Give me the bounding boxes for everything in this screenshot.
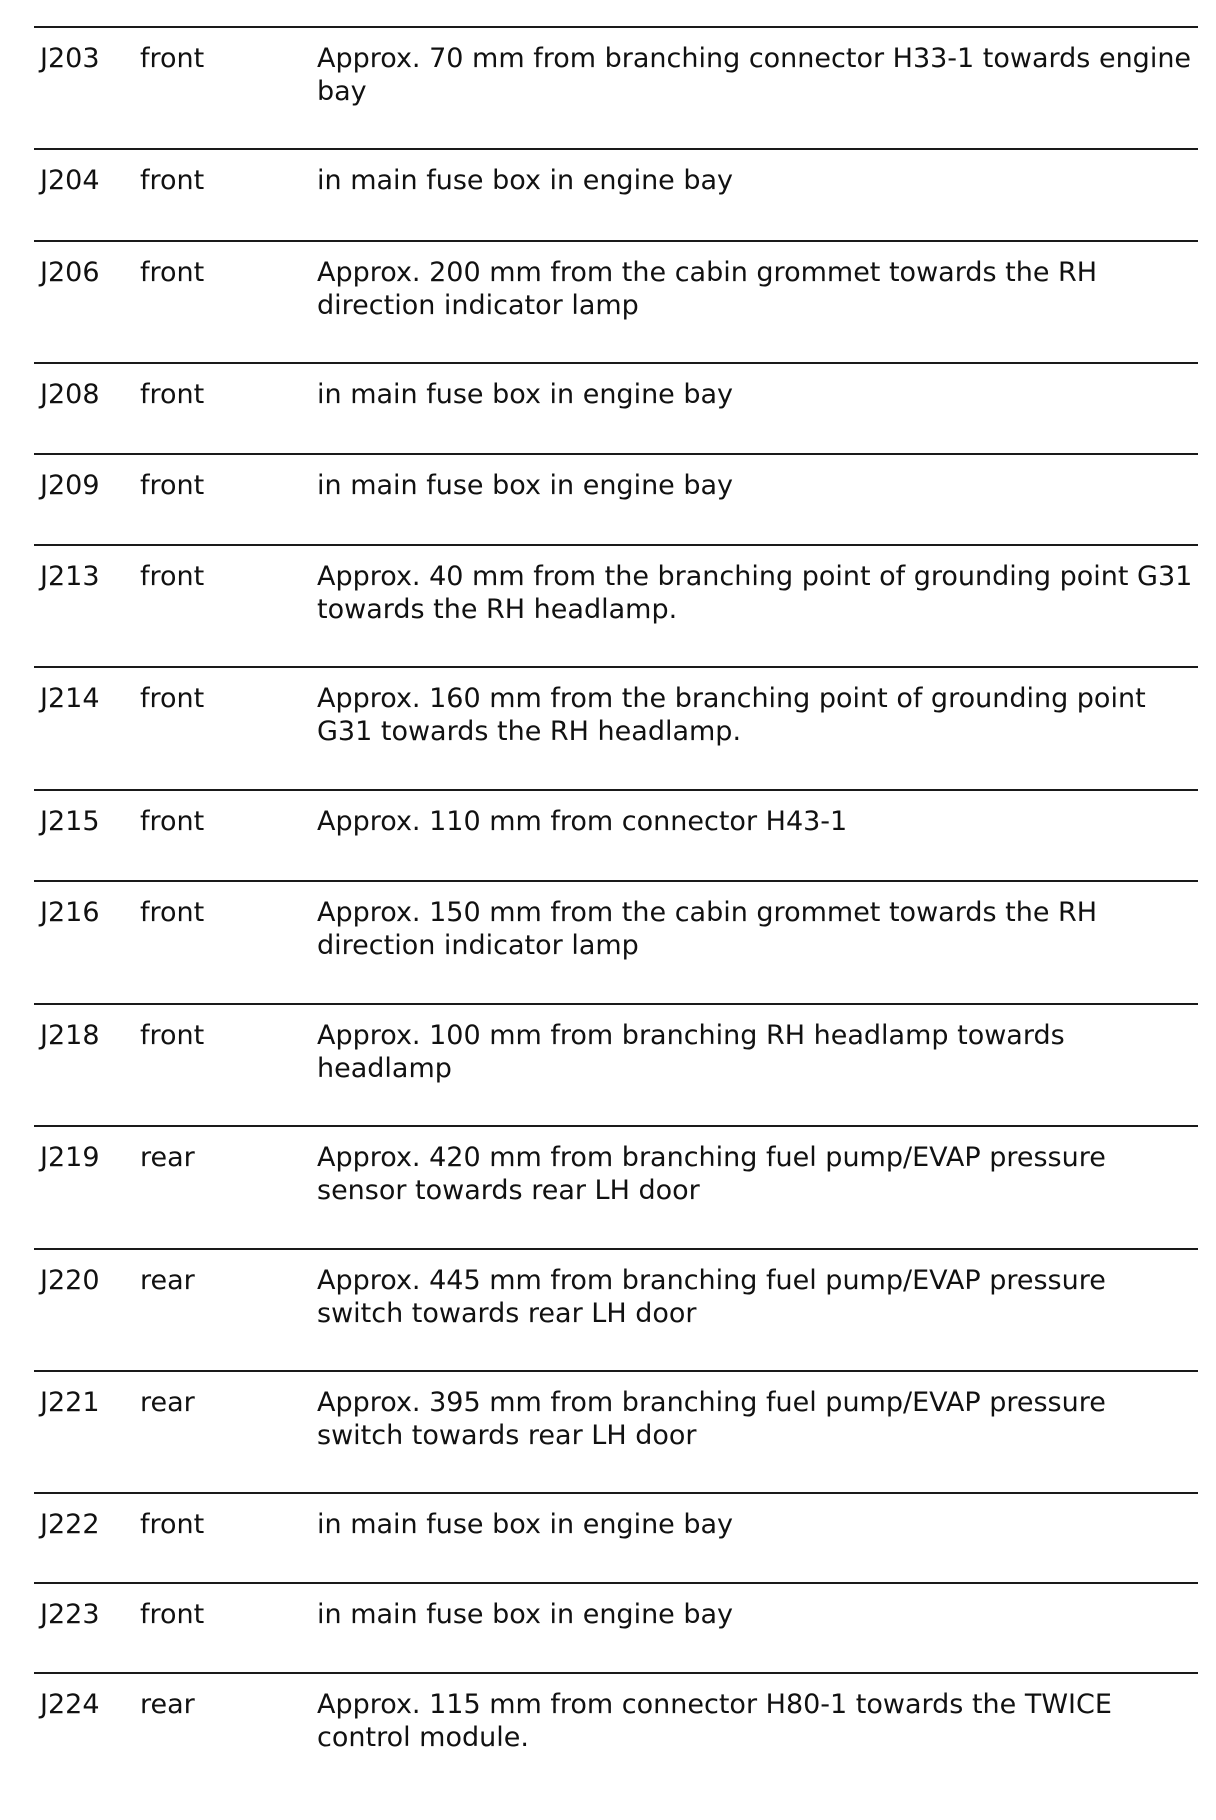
connector-id: J216	[40, 897, 100, 928]
connector-id: J222	[40, 1509, 100, 1540]
connector-id: J208	[40, 379, 100, 410]
connector-id: J213	[40, 561, 100, 592]
connector-id: J209	[40, 470, 100, 501]
connector-location: front	[140, 43, 205, 74]
table-row	[34, 240, 1198, 362]
connector-id: J219	[40, 1142, 100, 1173]
connector-id: J223	[40, 1599, 100, 1630]
connector-description: in main fuse box in engine bay	[317, 1599, 734, 1630]
connector-description: Approx. 110 mm from connector H43-1	[317, 806, 848, 837]
connector-description: Approx. 70 mm from branching connector H33-1 towards engine bay	[317, 43, 1192, 107]
connector-location: front	[140, 257, 205, 288]
connector-id: J218	[40, 1020, 100, 1051]
connector-description: in main fuse box in engine bay	[317, 1509, 734, 1540]
connector-description: Approx. 115 mm from connector H80-1 towards the TWICE control module.	[317, 1689, 1112, 1753]
table-row	[34, 148, 1198, 240]
connector-description: Approx. 150 mm from the cabin grommet towards the RH direction indicator lamp	[317, 897, 1098, 961]
connector-location: front	[140, 806, 205, 837]
connector-id: J206	[40, 257, 100, 288]
connector-location: front	[140, 1509, 205, 1540]
connector-description: Approx. 420 mm from branching fuel pump/EVAP pressure sensor towards rear LH door	[317, 1142, 1106, 1206]
connector-id: J204	[40, 165, 100, 196]
table-row	[34, 880, 1198, 1002]
connector-location: front	[140, 165, 205, 196]
connector-id: J220	[40, 1265, 100, 1296]
connector-location: rear	[140, 1689, 195, 1720]
connector-location: rear	[140, 1265, 195, 1296]
connector-description: Approx. 100 mm from branching RH headlamp towards headlamp	[317, 1020, 1065, 1084]
connector-id: J203	[40, 43, 100, 74]
connector-location: front	[140, 897, 205, 928]
table-row	[34, 1125, 1198, 1247]
connector-id: J221	[40, 1387, 100, 1418]
table-row	[34, 1248, 1198, 1370]
connector-id: J224	[40, 1689, 100, 1720]
table-row	[34, 26, 1198, 148]
table-row	[34, 666, 1198, 788]
table-row	[34, 1672, 1198, 1794]
connector-location: front	[140, 561, 205, 592]
table-row	[34, 362, 1198, 454]
table-row	[34, 453, 1198, 545]
connector-description: in main fuse box in engine bay	[317, 379, 734, 410]
table-row	[34, 789, 1198, 881]
connector-description: Approx. 445 mm from branching fuel pump/EVAP pressure switch towards rear LH door	[317, 1265, 1106, 1329]
connector-description: Approx. 200 mm from the cabin grommet towards the RH direction indicator lamp	[317, 257, 1098, 321]
connector-id: J215	[40, 806, 100, 837]
table-row	[34, 1492, 1198, 1584]
connector-location: front	[140, 379, 205, 410]
connector-description: Approx. 160 mm from the branching point of grounding point G31 towards the RH headlamp.	[317, 683, 1146, 747]
connector-description: Approx. 40 mm from the branching point of grounding point G31 towards the RH headlamp.	[317, 561, 1193, 625]
table-row	[34, 544, 1198, 666]
connector-location: rear	[140, 1387, 195, 1418]
connector-description: in main fuse box in engine bay	[317, 470, 734, 501]
connector-location: front	[140, 1020, 205, 1051]
connector-location: front	[140, 683, 205, 714]
table-row	[34, 1003, 1198, 1125]
connector-description: Approx. 395 mm from branching fuel pump/EVAP pressure switch towards rear LH door	[317, 1387, 1106, 1451]
connector-id: J214	[40, 683, 100, 714]
table-row	[34, 1582, 1198, 1674]
connector-description: in main fuse box in engine bay	[317, 165, 734, 196]
connector-location: front	[140, 470, 205, 501]
table-row	[34, 1370, 1198, 1492]
connector-location: front	[140, 1599, 205, 1630]
connector-location: rear	[140, 1142, 195, 1173]
